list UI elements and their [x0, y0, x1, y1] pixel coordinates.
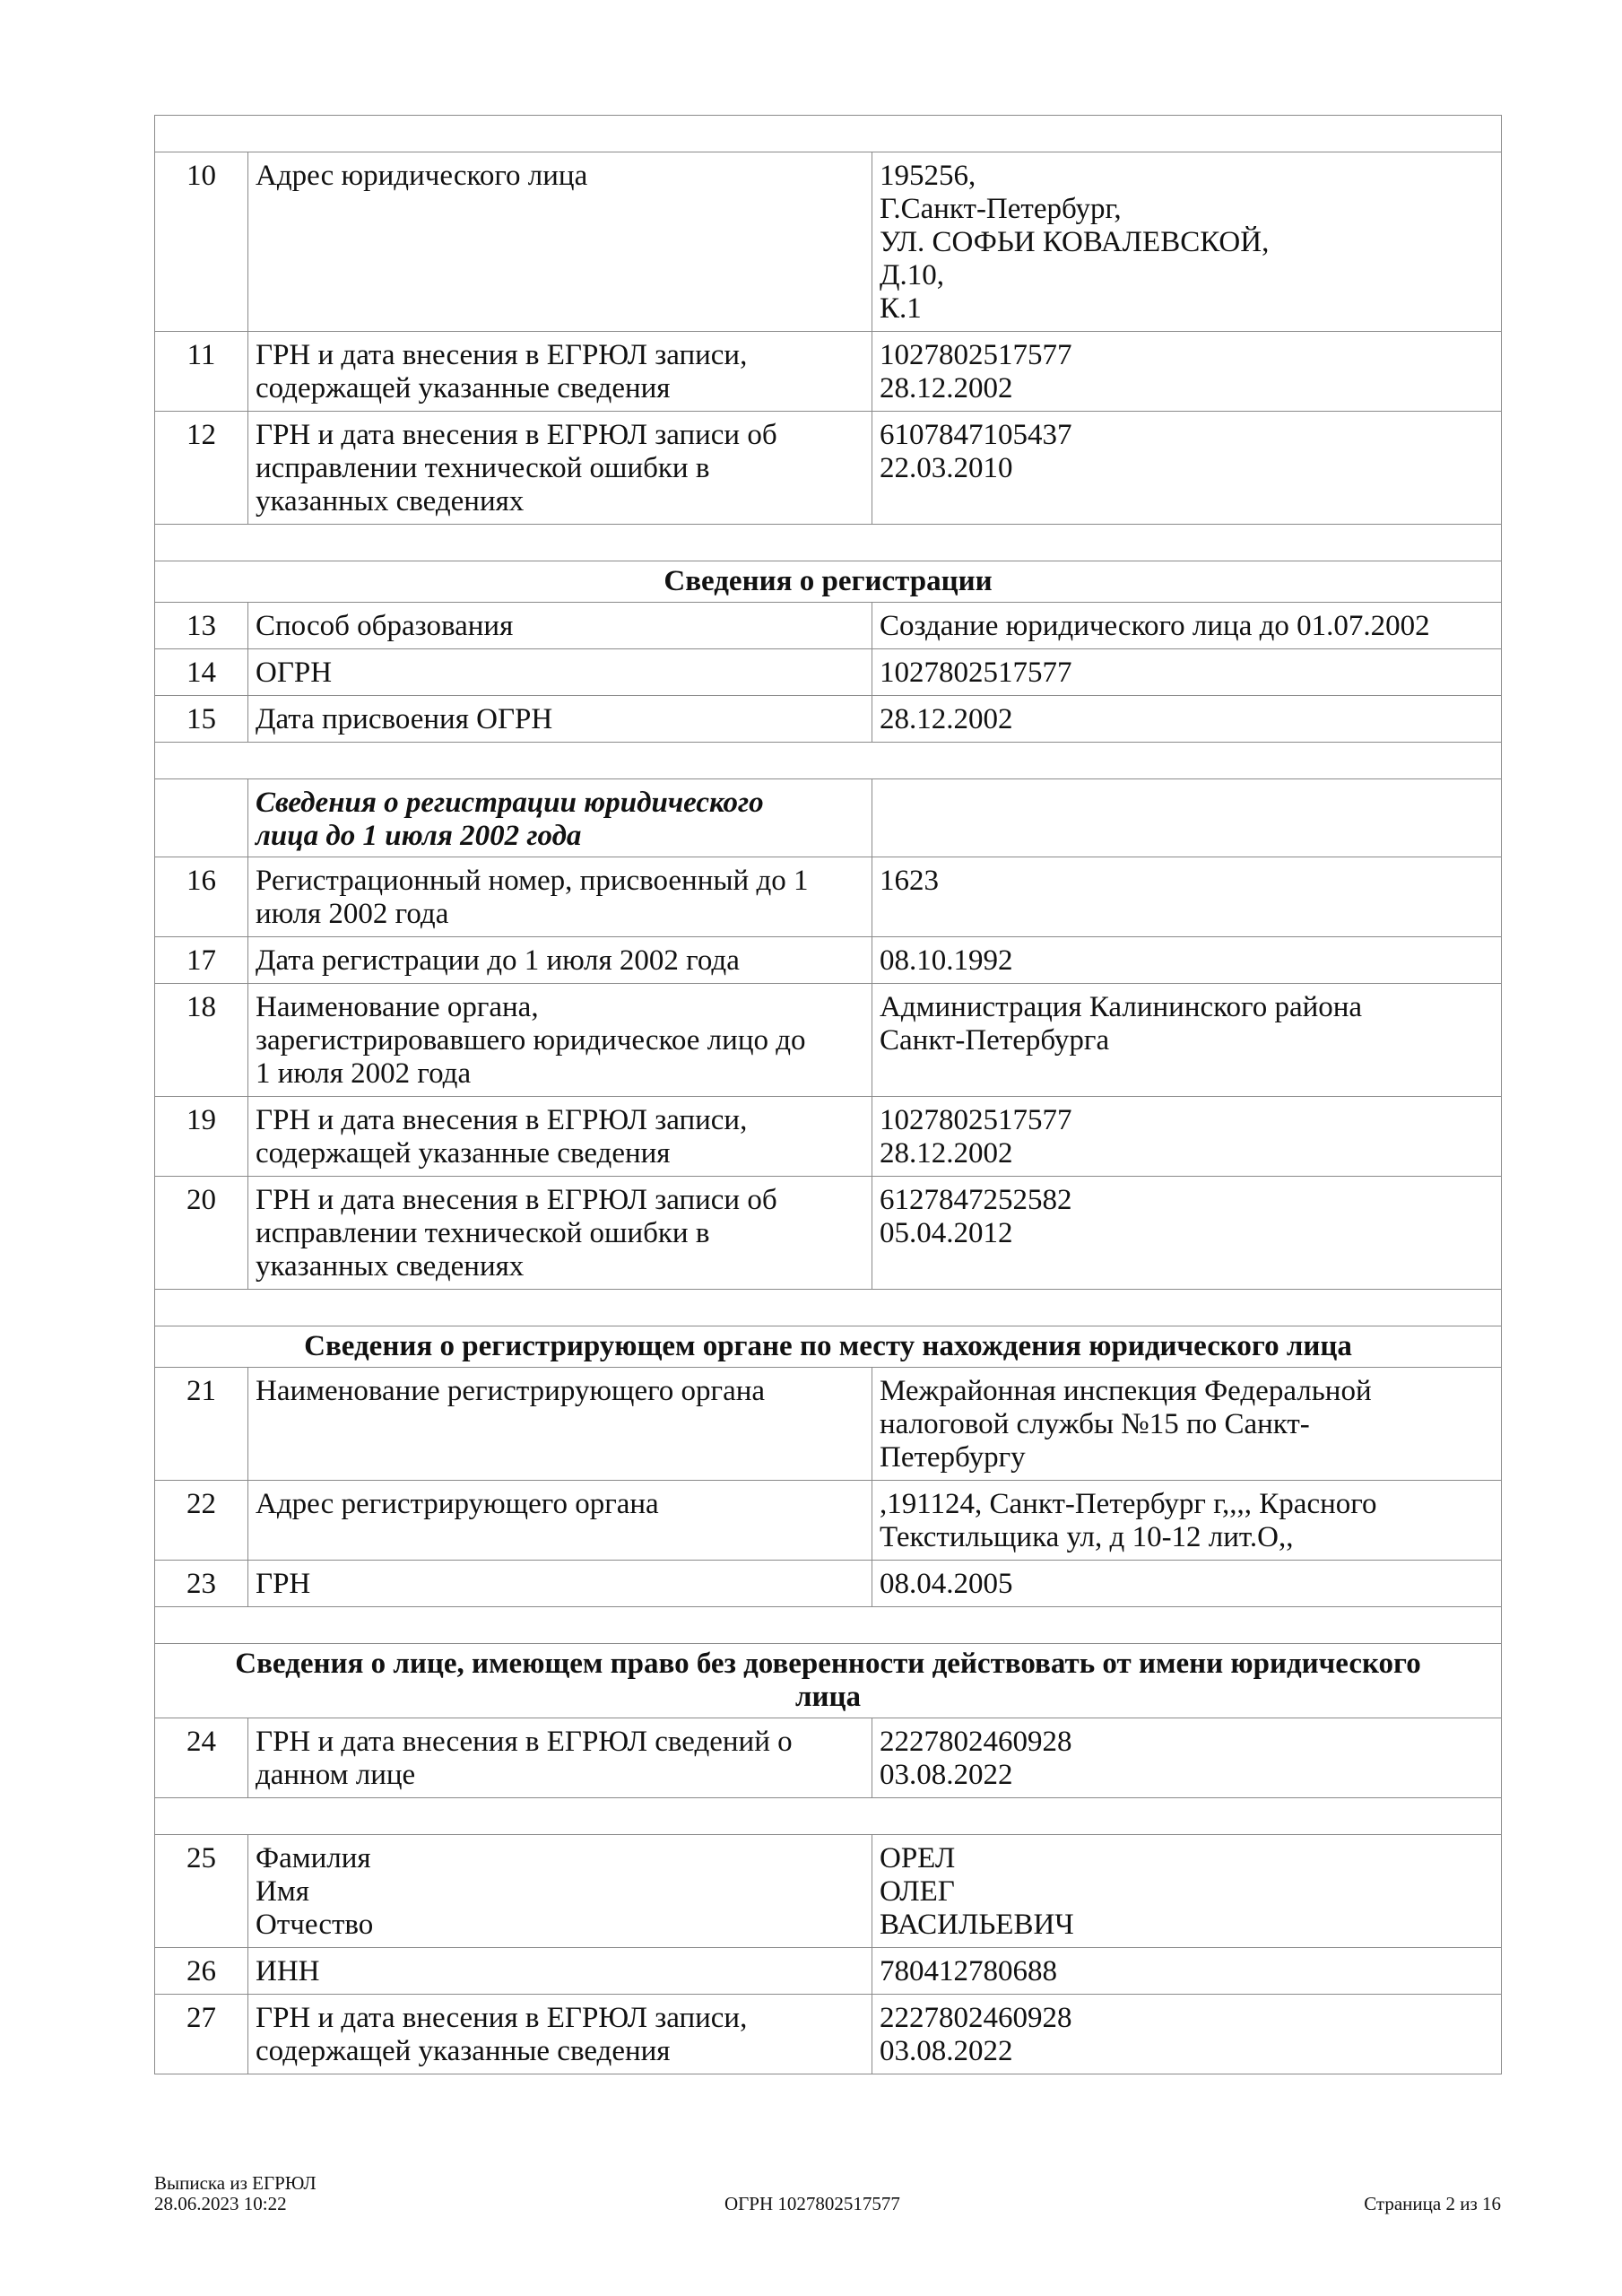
table-row	[155, 1481, 1502, 1561]
row-label: ГРН и дата внесения в ЕГРЮЛ записи, содержащей указанные сведения	[248, 332, 872, 412]
row-number: 15	[155, 696, 248, 743]
section-header-row	[155, 561, 1502, 603]
spacer-row	[155, 116, 1502, 152]
row-value	[872, 779, 1502, 857]
spacer-row	[155, 1607, 1502, 1644]
row-label: Адрес регистрирующего органа	[248, 1481, 872, 1561]
row-label: Регистрационный номер, присвоенный до 1 июля 2002 года	[248, 857, 872, 937]
spacer-row	[155, 743, 1502, 779]
row-value: ОРЕЛ ОЛЕГ ВАСИЛЬЕВИЧ	[872, 1835, 1502, 1948]
spacer-row	[155, 1290, 1502, 1326]
row-label: Адрес юридического лица	[248, 152, 872, 332]
row-number: 19	[155, 1097, 248, 1177]
row-number: 21	[155, 1368, 248, 1481]
row-value: Создание юридического лица до 01.07.2002	[872, 603, 1502, 649]
spacer-cell	[155, 743, 1502, 779]
footer-doc-title: Выписка из ЕГРЮЛ	[154, 2172, 317, 2194]
table-row	[155, 937, 1502, 984]
section-title: Сведения о регистрирующем органе по месту нахождения юридического лица	[155, 1326, 1502, 1368]
table-row	[155, 649, 1502, 696]
row-number: 27	[155, 1995, 248, 2074]
egrul-extract-table	[154, 115, 1502, 2074]
row-value: 6107847105437 22.03.2010	[872, 412, 1502, 525]
row-number: 25	[155, 1835, 248, 1948]
row-label: Фамилия Имя Отчество	[248, 1835, 872, 1948]
row-number: 16	[155, 857, 248, 937]
table-row	[155, 1948, 1502, 1995]
table-row	[155, 152, 1502, 332]
table-row	[155, 332, 1502, 412]
footer-ogrn: ОГРН 1027802517577	[724, 2193, 900, 2214]
footer-page-number: Страница 2 из 16	[1364, 2193, 1501, 2214]
row-label: ГРН и дата внесения в ЕГРЮЛ записи об исправлении технической ошибки в указанных сведениях	[248, 1177, 872, 1290]
row-number: 20	[155, 1177, 248, 1290]
row-value: ,191124, Санкт-Петербург г,,,, Красного Текстильщика ул, д 10-12 лит.О,,	[872, 1481, 1502, 1561]
section-title: Сведения о регистрации	[155, 561, 1502, 603]
row-label: ГРН и дата внесения в ЕГРЮЛ записи об исправлении технической ошибки в указанных сведениях	[248, 412, 872, 525]
section-header-row	[155, 1326, 1502, 1368]
page-footer	[154, 2173, 1501, 2218]
row-number: 13	[155, 603, 248, 649]
spacer-cell	[155, 1290, 1502, 1326]
row-label: ОГРН	[248, 649, 872, 696]
row-number: 14	[155, 649, 248, 696]
row-value: Администрация Калининского района Санкт-Петербурга	[872, 984, 1502, 1097]
row-number: 10	[155, 152, 248, 332]
subsection-title: Сведения о регистрации юридического лица до 1 июля 2002 года	[248, 779, 872, 857]
table-row	[155, 857, 1502, 937]
footer-datetime: 28.06.2023 10:22	[154, 2193, 287, 2214]
row-value: 1623	[872, 857, 1502, 937]
row-value: 1027802517577 28.12.2002	[872, 332, 1502, 412]
row-number: 18	[155, 984, 248, 1097]
table-row	[155, 1835, 1502, 1948]
row-label: ИНН	[248, 1948, 872, 1995]
row-value: 780412780688	[872, 1948, 1502, 1995]
section-header-row	[155, 1644, 1502, 1718]
table-row	[155, 1368, 1502, 1481]
row-value: 1027802517577 28.12.2002	[872, 1097, 1502, 1177]
table-row	[155, 412, 1502, 525]
spacer-row	[155, 525, 1502, 561]
row-label: Наименование регистрирующего органа	[248, 1368, 872, 1481]
row-value: 195256, Г.Санкт-Петербург, УЛ. СОФЬИ КОВАЛЕВСКОЙ, Д.10, К.1	[872, 152, 1502, 332]
section-title: Сведения о лице, имеющем право без доверенности действовать от имени юридического лица	[155, 1644, 1502, 1718]
row-number: 24	[155, 1718, 248, 1798]
row-value: 08.04.2005	[872, 1561, 1502, 1607]
row-number: 22	[155, 1481, 248, 1561]
table-row	[155, 696, 1502, 743]
row-value: 08.10.1992	[872, 937, 1502, 984]
row-value: 28.12.2002	[872, 696, 1502, 743]
spacer-cell	[155, 1607, 1502, 1644]
table-row	[155, 1561, 1502, 1607]
row-value: 6127847252582 05.04.2012	[872, 1177, 1502, 1290]
row-number	[155, 779, 248, 857]
table-row	[155, 1177, 1502, 1290]
row-label: Дата регистрации до 1 июля 2002 года	[248, 937, 872, 984]
row-value: Межрайонная инспекция Федеральной налоговой службы №15 по Санкт- Петербургу	[872, 1368, 1502, 1481]
table-body	[155, 116, 1502, 2074]
row-number: 12	[155, 412, 248, 525]
table-row	[155, 984, 1502, 1097]
spacer-row	[155, 1798, 1502, 1835]
table-row	[155, 1718, 1502, 1798]
table-row	[155, 1097, 1502, 1177]
row-number: 11	[155, 332, 248, 412]
spacer-cell	[155, 1798, 1502, 1835]
row-label: Наименование органа, зарегистрировавшего юридическое лицо до 1 июля 2002 года	[248, 984, 872, 1097]
row-number: 26	[155, 1948, 248, 1995]
table-row	[155, 1995, 1502, 2074]
row-label: Способ образования	[248, 603, 872, 649]
row-value: 2227802460928 03.08.2022	[872, 1995, 1502, 2074]
footer-left	[154, 2173, 317, 2214]
row-value: 2227802460928 03.08.2022	[872, 1718, 1502, 1798]
row-value: 1027802517577	[872, 649, 1502, 696]
row-label: ГРН и дата внесения в ЕГРЮЛ записи, содержащей указанные сведения	[248, 1097, 872, 1177]
row-number: 17	[155, 937, 248, 984]
spacer-cell	[155, 116, 1502, 152]
spacer-cell	[155, 525, 1502, 561]
row-number: 23	[155, 1561, 248, 1607]
row-label: ГРН и дата внесения в ЕГРЮЛ записи, содержащей указанные сведения	[248, 1995, 872, 2074]
row-label: Дата присвоения ОГРН	[248, 696, 872, 743]
row-label: ГРН	[248, 1561, 872, 1607]
subsection-header-row	[155, 779, 1502, 857]
row-label: ГРН и дата внесения в ЕГРЮЛ сведений о данном лице	[248, 1718, 872, 1798]
table-row	[155, 603, 1502, 649]
